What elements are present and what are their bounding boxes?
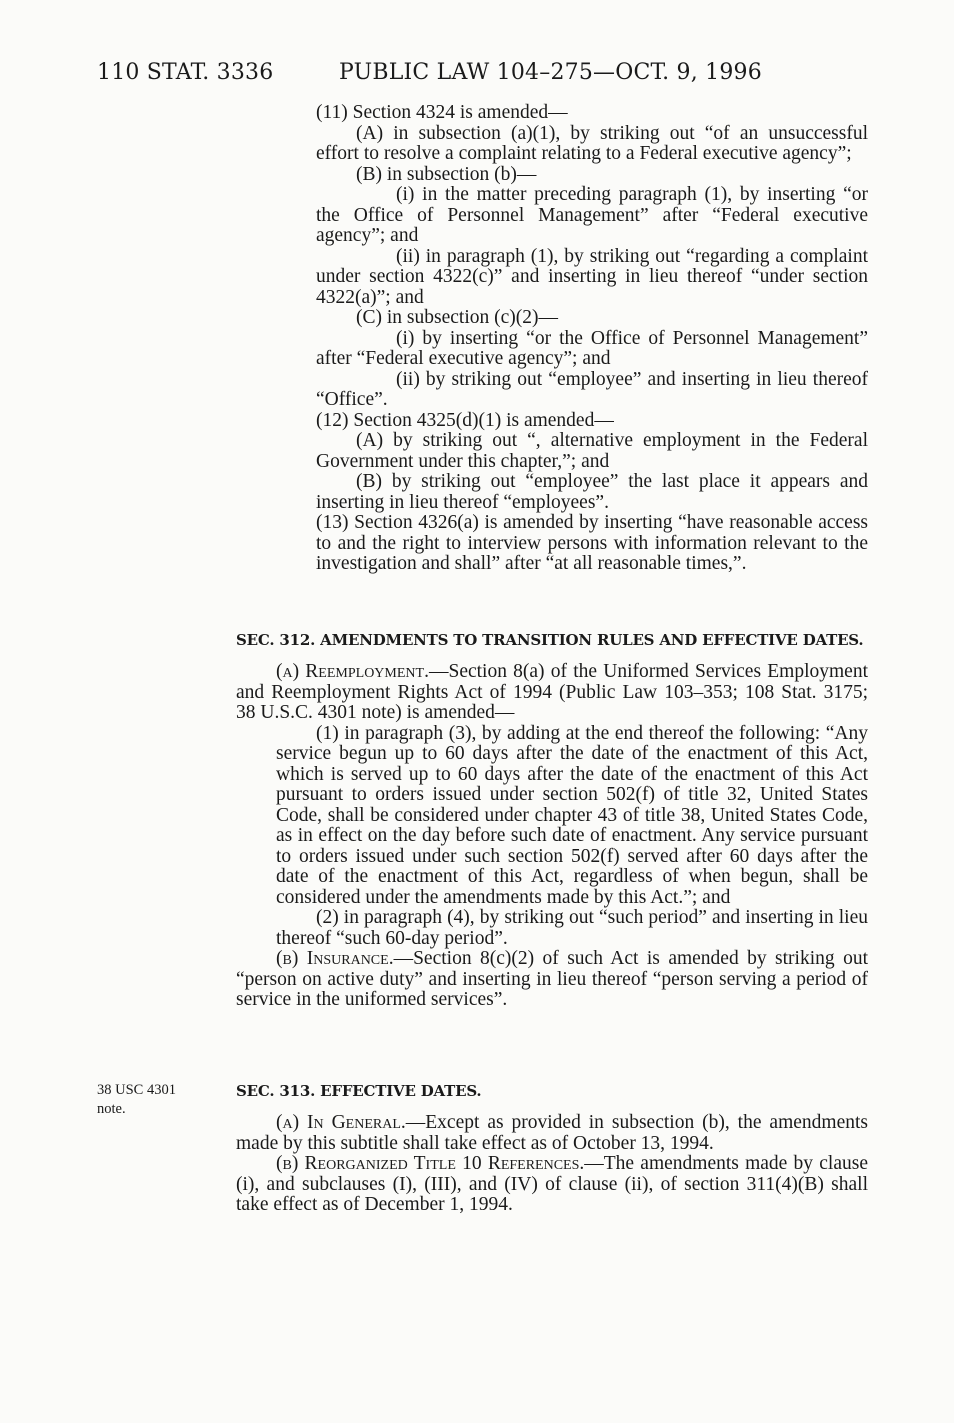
section-313-heading: SEC. 313. EFFECTIVE DATES.: [236, 1082, 482, 1100]
subsection-312-b: [236, 949, 868, 1011]
public-law-reference: PUBLIC LAW 104–275—OCT. 9, 1996: [339, 60, 762, 85]
margin-note-label: note.: [97, 1101, 126, 1117]
section-312: [236, 630, 868, 1011]
paragraph-11-b: (B) in subsection (b)—: [356, 163, 537, 185]
subsection-312-a-label: (a) Reemployment.: [276, 661, 429, 682]
paragraph-12-a: (A) by striking out “, alternative employment in the Federal Government under this chapter,”; and: [316, 430, 868, 472]
paragraph-312-a-2: (2) in paragraph (4), by striking out “such period” and inserting in lieu thereof “such 60-day period”.: [276, 907, 868, 949]
paragraph-11-a: (A) in subsection (a)(1), by striking out “of an unsuccessful effort to resolve a complaint relating to a Federal executive agency”;: [316, 122, 868, 164]
section-312-heading: SEC. 312. AMENDMENTS TO TRANSITION RULES AND EFFECTIVE DATES.: [236, 631, 864, 649]
subsection-313-a: [236, 1113, 868, 1154]
subsection-312-b-label: (b) Insurance.: [276, 948, 394, 969]
paragraph-12: (12) Section 4325(d)(1) is amended—: [316, 409, 614, 431]
subsection-313-b-label: (b) Reorganized Title 10 References.: [276, 1153, 585, 1174]
paragraph-11-c: (C) in subsection (c)(2)—: [356, 307, 558, 328]
margin-note: [97, 1081, 176, 1119]
subsection-312-b-text: —Section 8(c)(2) of such Act is amended by striking out “person on active duty” and inserting in lieu thereof “person serving a period of service in the uniformed services”.: [236, 948, 868, 1010]
section-311-continuation: [316, 103, 868, 575]
paragraph-11-c-i: (i) by inserting “or the Office of Personnel Management” after “Federal executive agency”; and: [316, 327, 868, 369]
subsection-313-b: [236, 1154, 868, 1216]
paragraph-13: (13) Section 4326(a) is amended by inserting “have reasonable access to and the right to interview persons with information relevant to the investigation and shall” after “at all reasonable times,”.: [316, 512, 868, 574]
paragraph-11-b-i: (i) in the matter preceding paragraph (1), by inserting “or the Office of Personnel Management” after “Federal executive agency”; and: [316, 184, 868, 246]
subsection-312-a-text: —Section 8(a) of the Uniformed Services Employment and Reemployment Rights Act of 1994 (Public Law 103–353; 108 Stat. 3175; 38 U.S.C. 4301 note) is amended—: [236, 661, 868, 723]
margin-note-citation: 38 USC 4301: [97, 1082, 176, 1098]
subsection-312-a: [236, 662, 868, 724]
subsection-313-a-text: —Except as provided in subsection (b), the amendments made by this subtitle shall take effect as of October 13, 1994.: [236, 1112, 868, 1154]
paragraph-12-b: (B) by striking out “employee” the last place it appears and inserting in lieu thereof “employees”.: [316, 471, 868, 513]
paragraph-11-b-ii: (ii) in paragraph (1), by striking out “regarding a complaint under section 4322(c)” and inserting in lieu thereof “under section 4322(a)”; and: [316, 245, 868, 308]
subsection-313-a-label: (a) In General.: [276, 1112, 406, 1133]
paragraph-11-c-ii: (ii) by striking out “employee” and inserting in lieu thereof “Office”.: [316, 368, 868, 410]
paragraph-11: (11) Section 4324 is amended—: [316, 102, 568, 123]
statute-reference: 110 STAT. 3336: [97, 60, 274, 85]
section-313: [236, 1081, 868, 1216]
subsection-313-b-text: —The amendments made by clause (i), and subclauses (I), (III), and (IV) of clause (ii), of section 311(4)(B) shall take effect as of December 1, 1994.: [236, 1153, 868, 1215]
paragraph-312-a-1: (1) in paragraph (3), by adding at the end thereof the following: “Any service begun up to 60 days after the date of the enactment of this Act, which is served up to 60 days after the date of the enactment of this Act pursuant to orders issued under section 502(f) of title 32, United States Code, shall be considered under chapter 43 of title 38, United States Code, as in effect on the day before such date of enactment. Any service pursuant to orders issued under such section 502(f) served after 60 days after the date of the enactment of this Act, regardless of when begun, shall be considered under the amendments made by this Act.”; and: [276, 722, 868, 908]
